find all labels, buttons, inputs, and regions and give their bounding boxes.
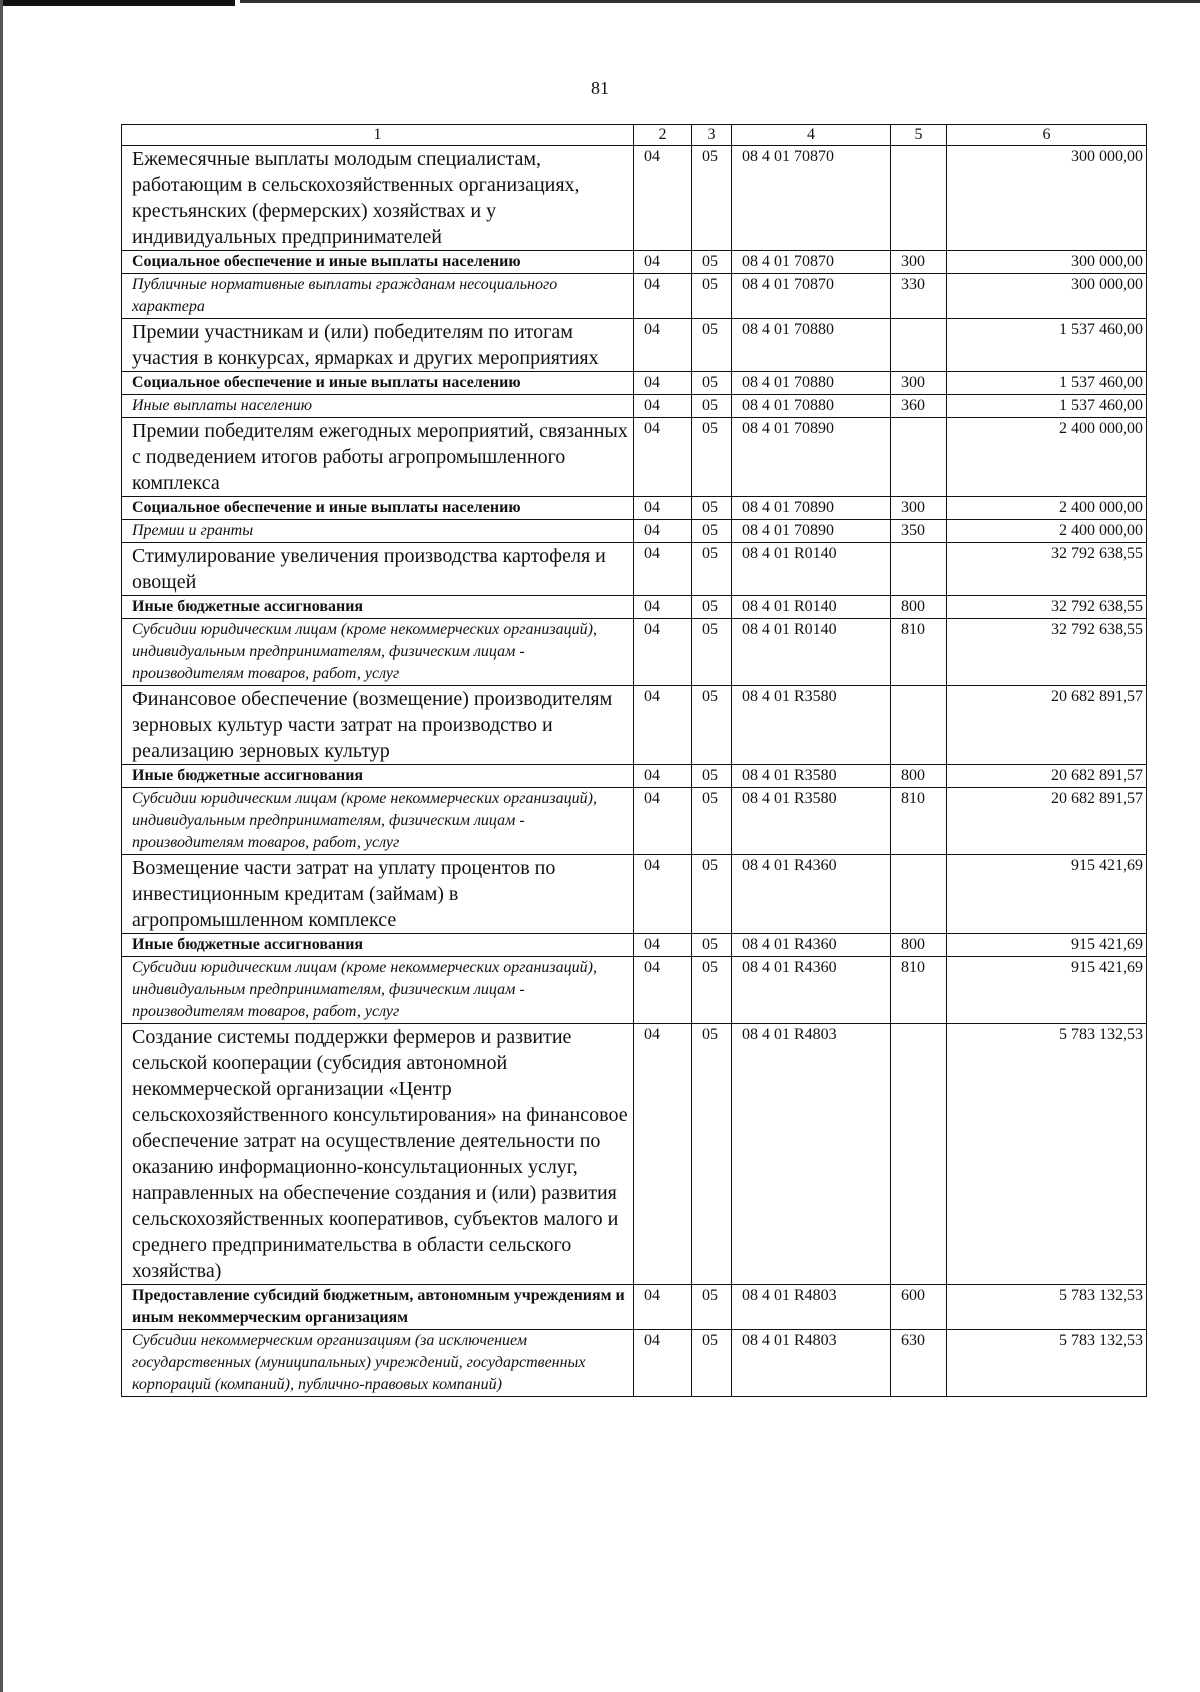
subsection-code-cell: 05	[692, 957, 732, 1024]
amount-cell: 915 421,69	[947, 934, 1147, 957]
table-row	[122, 418, 1147, 497]
amount-cell: 2 400 000,00	[947, 418, 1147, 497]
subsection-code-cell: 05	[692, 497, 732, 520]
section-code-cell: 04	[634, 146, 692, 251]
section-code-cell: 04	[634, 520, 692, 543]
column-header: 2	[634, 125, 692, 146]
expense-type-cell: 350	[891, 520, 947, 543]
scan-edge-mark	[240, 0, 1200, 3]
budget-table-body	[122, 125, 1147, 1397]
expense-type-cell: 800	[891, 765, 947, 788]
expense-type-cell: 800	[891, 934, 947, 957]
subsection-code-cell: 05	[692, 418, 732, 497]
expense-type-cell	[891, 146, 947, 251]
row-name-cell: Премии победителям ежегодных мероприятий, связанных с подведением итогов работы агропромышленного комплекса	[122, 418, 634, 497]
target-article-cell: 08 4 01 R0140	[732, 596, 891, 619]
row-name-cell: Публичные нормативные выплаты гражданам несоциального характера	[122, 274, 634, 319]
section-code-cell: 04	[634, 1024, 692, 1285]
row-name-cell: Предоставление субсидий бюджетным, автономным учреждениям и иным некоммерческим организациям	[122, 1285, 634, 1330]
amount-cell: 32 792 638,55	[947, 596, 1147, 619]
target-article-cell: 08 4 01 70890	[732, 497, 891, 520]
table-row	[122, 1285, 1147, 1330]
scan-edge-mark	[0, 0, 3, 1692]
table-row	[122, 497, 1147, 520]
column-header: 5	[891, 125, 947, 146]
section-code-cell: 04	[634, 765, 692, 788]
section-code-cell: 04	[634, 418, 692, 497]
subsection-code-cell: 05	[692, 520, 732, 543]
expense-type-cell: 300	[891, 372, 947, 395]
target-article-cell: 08 4 01 R4360	[732, 934, 891, 957]
row-name-cell: Социальное обеспечение и иные выплаты населению	[122, 251, 634, 274]
row-name-cell: Премии и гранты	[122, 520, 634, 543]
target-article-cell: 08 4 01 R3580	[732, 788, 891, 855]
amount-cell: 20 682 891,57	[947, 765, 1147, 788]
column-header: 4	[732, 125, 891, 146]
amount-cell: 5 783 132,53	[947, 1330, 1147, 1397]
section-code-cell: 04	[634, 619, 692, 686]
row-name-cell: Социальное обеспечение и иные выплаты населению	[122, 372, 634, 395]
target-article-cell: 08 4 01 R4360	[732, 855, 891, 934]
amount-cell: 1 537 460,00	[947, 372, 1147, 395]
amount-cell: 915 421,69	[947, 957, 1147, 1024]
subsection-code-cell: 05	[692, 319, 732, 372]
expense-type-cell	[891, 418, 947, 497]
table-row	[122, 395, 1147, 418]
amount-cell: 32 792 638,55	[947, 543, 1147, 596]
row-name-cell: Создание системы поддержки фермеров и развитие сельской кооперации (субсидия автономной некоммерческой организации «Центр сельскохозяйственного консультирования» на финансовое обеспечение затрат на осуществление деятельности по оказанию информационно-консультационных услуг, направленных на обеспечение создания и (или) развития сельскохозяйственных кооперативов, субъектов малого и среднего предпринимательства в области сельского хозяйства)	[122, 1024, 634, 1285]
table-row	[122, 146, 1147, 251]
table-row	[122, 765, 1147, 788]
amount-cell: 5 783 132,53	[947, 1285, 1147, 1330]
table-row	[122, 957, 1147, 1024]
column-header: 6	[947, 125, 1147, 146]
target-article-cell: 08 4 01 70890	[732, 418, 891, 497]
target-article-cell: 08 4 01 R3580	[732, 686, 891, 765]
subsection-code-cell: 05	[692, 1285, 732, 1330]
target-article-cell: 08 4 01 70880	[732, 319, 891, 372]
table-row	[122, 319, 1147, 372]
table-row	[122, 1330, 1147, 1397]
section-code-cell: 04	[634, 934, 692, 957]
row-name-cell: Иные бюджетные ассигнования	[122, 765, 634, 788]
section-code-cell: 04	[634, 372, 692, 395]
row-name-cell: Иные бюджетные ассигнования	[122, 934, 634, 957]
subsection-code-cell: 05	[692, 543, 732, 596]
page-number: 81	[591, 78, 609, 98]
target-article-cell: 08 4 01 R4803	[732, 1285, 891, 1330]
section-code-cell: 04	[634, 855, 692, 934]
section-code-cell: 04	[634, 274, 692, 319]
section-code-cell: 04	[634, 1330, 692, 1397]
subsection-code-cell: 05	[692, 619, 732, 686]
expense-type-cell: 810	[891, 619, 947, 686]
section-code-cell: 04	[634, 395, 692, 418]
subsection-code-cell: 05	[692, 251, 732, 274]
table-row	[122, 686, 1147, 765]
expense-type-cell	[891, 543, 947, 596]
scan-edge-mark	[0, 0, 235, 6]
row-name-cell: Социальное обеспечение и иные выплаты населению	[122, 497, 634, 520]
table-row	[122, 934, 1147, 957]
table-row	[122, 619, 1147, 686]
expense-type-cell: 330	[891, 274, 947, 319]
amount-cell: 300 000,00	[947, 274, 1147, 319]
target-article-cell: 08 4 01 70880	[732, 395, 891, 418]
amount-cell: 915 421,69	[947, 855, 1147, 934]
target-article-cell: 08 4 01 70890	[732, 520, 891, 543]
row-name-cell: Ежемесячные выплаты молодым специалистам, работающим в сельскохозяйственных организациях, крестьянских (фермерских) хозяйствах и у индивидуальных предпринимателей	[122, 146, 634, 251]
subsection-code-cell: 05	[692, 788, 732, 855]
section-code-cell: 04	[634, 1285, 692, 1330]
table-row	[122, 251, 1147, 274]
target-article-cell: 08 4 01 R3580	[732, 765, 891, 788]
amount-cell: 2 400 000,00	[947, 497, 1147, 520]
expense-type-cell: 800	[891, 596, 947, 619]
table-header-row	[122, 125, 1147, 146]
table-row	[122, 274, 1147, 319]
amount-cell: 1 537 460,00	[947, 395, 1147, 418]
budget-table	[121, 124, 1147, 1397]
table-row	[122, 543, 1147, 596]
column-header: 1	[122, 125, 634, 146]
column-header: 3	[692, 125, 732, 146]
table-row	[122, 855, 1147, 934]
section-code-cell: 04	[634, 957, 692, 1024]
target-article-cell: 08 4 01 R4360	[732, 957, 891, 1024]
row-name-cell: Субсидии некоммерческим организациям (за исключением государственных (муниципальных) учреждений, государственных корпораций (компаний), публично-правовых компаний)	[122, 1330, 634, 1397]
table-row	[122, 596, 1147, 619]
amount-cell: 20 682 891,57	[947, 788, 1147, 855]
expense-type-cell: 630	[891, 1330, 947, 1397]
expense-type-cell	[891, 319, 947, 372]
row-name-cell: Возмещение части затрат на уплату процентов по инвестиционным кредитам (займам) в агропромышленном комплексе	[122, 855, 634, 934]
amount-cell: 32 792 638,55	[947, 619, 1147, 686]
section-code-cell: 04	[634, 543, 692, 596]
expense-type-cell: 810	[891, 957, 947, 1024]
amount-cell: 1 537 460,00	[947, 319, 1147, 372]
amount-cell: 5 783 132,53	[947, 1024, 1147, 1285]
target-article-cell: 08 4 01 70870	[732, 146, 891, 251]
subsection-code-cell: 05	[692, 686, 732, 765]
subsection-code-cell: 05	[692, 395, 732, 418]
expense-type-cell: 300	[891, 251, 947, 274]
target-article-cell: 08 4 01 R4803	[732, 1330, 891, 1397]
target-article-cell: 08 4 01 R4803	[732, 1024, 891, 1285]
section-code-cell: 04	[634, 319, 692, 372]
subsection-code-cell: 05	[692, 1330, 732, 1397]
expense-type-cell: 300	[891, 497, 947, 520]
table-row	[122, 788, 1147, 855]
target-article-cell: 08 4 01 70870	[732, 274, 891, 319]
row-name-cell: Субсидии юридическим лицам (кроме некоммерческих организаций), индивидуальным предпринимателям, физическим лицам - производителям товаров, работ, услуг	[122, 619, 634, 686]
table-row	[122, 520, 1147, 543]
row-name-cell: Иные бюджетные ассигнования	[122, 596, 634, 619]
target-article-cell: 08 4 01 70870	[732, 251, 891, 274]
row-name-cell: Премии участникам и (или) победителям по итогам участия в конкурсах, ярмарках и других мероприятиях	[122, 319, 634, 372]
subsection-code-cell: 05	[692, 765, 732, 788]
table-row	[122, 1024, 1147, 1285]
amount-cell: 300 000,00	[947, 251, 1147, 274]
subsection-code-cell: 05	[692, 934, 732, 957]
expense-type-cell	[891, 855, 947, 934]
section-code-cell: 04	[634, 497, 692, 520]
amount-cell: 300 000,00	[947, 146, 1147, 251]
expense-type-cell: 600	[891, 1285, 947, 1330]
expense-type-cell	[891, 686, 947, 765]
section-code-cell: 04	[634, 596, 692, 619]
expense-type-cell: 360	[891, 395, 947, 418]
amount-cell: 2 400 000,00	[947, 520, 1147, 543]
expense-type-cell: 810	[891, 788, 947, 855]
section-code-cell: 04	[634, 788, 692, 855]
table-row	[122, 372, 1147, 395]
target-article-cell: 08 4 01 70880	[732, 372, 891, 395]
section-code-cell: 04	[634, 686, 692, 765]
row-name-cell: Иные выплаты населению	[122, 395, 634, 418]
subsection-code-cell: 05	[692, 274, 732, 319]
row-name-cell: Субсидии юридическим лицам (кроме некоммерческих организаций), индивидуальным предпринимателям, физическим лицам - производителям товаров, работ, услуг	[122, 788, 634, 855]
subsection-code-cell: 05	[692, 596, 732, 619]
target-article-cell: 08 4 01 R0140	[732, 619, 891, 686]
target-article-cell: 08 4 01 R0140	[732, 543, 891, 596]
amount-cell: 20 682 891,57	[947, 686, 1147, 765]
row-name-cell: Субсидии юридическим лицам (кроме некоммерческих организаций), индивидуальным предпринимателям, физическим лицам - производителям товаров, работ, услуг	[122, 957, 634, 1024]
row-name-cell: Финансовое обеспечение (возмещение) производителям зерновых культур части затрат на производство и реализацию зерновых культур	[122, 686, 634, 765]
expense-type-cell	[891, 1024, 947, 1285]
subsection-code-cell: 05	[692, 1024, 732, 1285]
subsection-code-cell: 05	[692, 146, 732, 251]
section-code-cell: 04	[634, 251, 692, 274]
subsection-code-cell: 05	[692, 855, 732, 934]
subsection-code-cell: 05	[692, 372, 732, 395]
row-name-cell: Стимулирование увеличения производства картофеля и овощей	[122, 543, 634, 596]
